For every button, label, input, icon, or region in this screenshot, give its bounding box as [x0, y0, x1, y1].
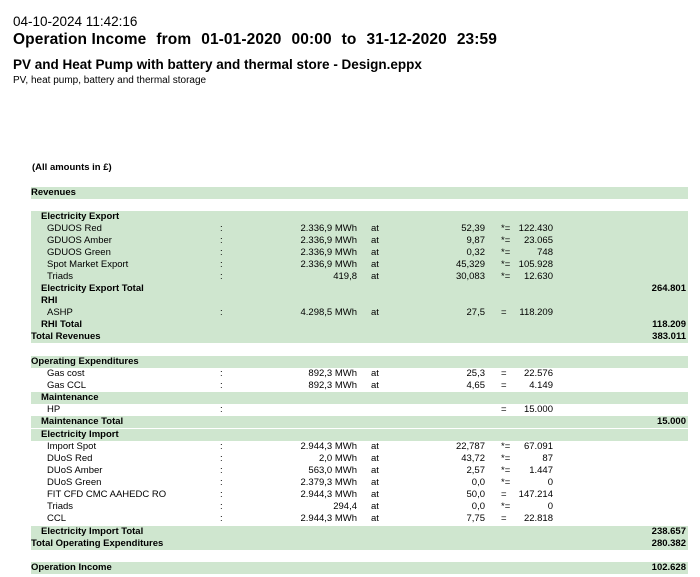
row-op: *=: [501, 501, 511, 512]
table-row: [31, 538, 688, 550]
row-rate: 22,787: [455, 441, 485, 452]
row-qty: 2.944,3 MWh: [300, 489, 357, 500]
row-at: at: [371, 465, 379, 476]
row-qty: 2.336,9 MWh: [300, 247, 357, 258]
row-amount: 67.091: [523, 441, 553, 452]
row-label: Total Operating Expenditures: [31, 538, 164, 549]
table-row: [31, 429, 688, 441]
row-colon: :: [220, 477, 223, 488]
row-colon: :: [220, 259, 223, 270]
row-at: at: [371, 235, 379, 246]
row-total: 102.628: [651, 562, 686, 573]
row-op: =: [501, 489, 507, 500]
row-op: *=: [501, 465, 511, 476]
row-op: *=: [501, 235, 511, 246]
row-amount: 87: [542, 453, 553, 464]
row-label: Revenues: [31, 187, 76, 198]
row-colon: :: [220, 453, 223, 464]
row-qty: 2.944,3 MWh: [300, 513, 357, 524]
row-colon: :: [220, 368, 223, 379]
row-op: *=: [501, 477, 511, 488]
table-row: [31, 513, 688, 525]
row-label: Gas cost: [47, 368, 85, 379]
row-label: Spot Market Export: [47, 259, 129, 270]
row-colon: :: [220, 235, 223, 246]
row-at: at: [371, 477, 379, 488]
row-label: GDUOS Green: [47, 247, 111, 258]
row-rate: 7,75: [466, 513, 485, 524]
row-at: at: [371, 453, 379, 464]
row-op: *=: [501, 259, 511, 270]
row-at: at: [371, 223, 379, 234]
title-part: to: [341, 31, 357, 48]
table-row: [31, 271, 688, 283]
row-total: 383.011: [652, 331, 686, 342]
row-amount: 147.214: [518, 489, 553, 500]
row-amount: 748: [537, 247, 553, 258]
report-title: [13, 31, 507, 49]
row-colon: :: [220, 489, 223, 500]
row-qty: 563,0 MWh: [308, 465, 357, 476]
row-at: at: [371, 247, 379, 258]
title-part: from: [156, 31, 192, 48]
table-row: [31, 477, 688, 489]
project-description: PV, heat pump, battery and thermal storage: [13, 75, 207, 86]
row-rate: 4,65: [466, 380, 485, 391]
row-rate: 52,39: [461, 223, 485, 234]
table-row: [31, 489, 688, 501]
row-amount: 122.430: [518, 223, 553, 234]
table-row: [31, 380, 688, 392]
row-amount: 0: [547, 501, 553, 512]
row-total: 15.000: [656, 416, 686, 427]
row-op: *=: [501, 271, 511, 282]
row-at: at: [371, 259, 379, 270]
report-timestamp: 04-10-2024 11:42:16: [13, 14, 138, 29]
row-amount: 4.149: [529, 380, 553, 391]
row-rate: 45,329: [455, 259, 485, 270]
row-qty: 2.379,3 MWh: [300, 477, 357, 488]
row-qty: 2.944,3 MWh: [300, 441, 357, 452]
row-colon: :: [220, 307, 223, 318]
table-row: [31, 562, 688, 574]
row-colon: :: [220, 513, 223, 524]
table-row: [31, 259, 688, 271]
currency-note: (All amounts in £): [32, 162, 112, 173]
row-colon: :: [220, 465, 223, 476]
row-label: Total Revenues: [31, 331, 101, 342]
title-part: Operation Income: [13, 31, 147, 48]
row-label: ASHP: [47, 307, 73, 318]
row-label: RHI Total: [41, 319, 82, 330]
table-row: [31, 501, 688, 513]
row-qty: 294,4: [333, 501, 357, 512]
row-label: Operation Income: [31, 562, 112, 573]
row-rate: 2,57: [466, 465, 485, 476]
row-qty: 4.298,5 MWh: [300, 307, 357, 318]
row-amount: 1.447: [529, 465, 553, 476]
table-row: [31, 319, 688, 331]
row-label: GDUOS Red: [47, 223, 102, 234]
row-label: Import Spot: [47, 441, 97, 452]
row-colon: :: [220, 380, 223, 391]
row-op: *=: [501, 247, 511, 258]
row-at: at: [371, 307, 379, 318]
row-label: Operating Expenditures: [31, 356, 139, 367]
row-amount: 23.065: [523, 235, 553, 246]
row-at: at: [371, 368, 379, 379]
row-total: 280.382: [651, 538, 686, 549]
table-row: [31, 307, 688, 319]
title-part: 23:59: [456, 31, 497, 48]
title-part: 01-01-2020: [201, 31, 282, 48]
row-at: at: [371, 513, 379, 524]
row-qty: 419,8: [333, 271, 357, 282]
row-op: =: [501, 404, 507, 415]
row-rate: 30,083: [455, 271, 485, 282]
row-label: Maintenance: [41, 392, 99, 403]
row-amount: 15.000: [523, 404, 553, 415]
title-part: 31-12-2020: [366, 31, 447, 48]
table-row: [31, 211, 688, 223]
row-label: Electricity Export: [41, 211, 120, 222]
row-label: Electricity Export Total: [41, 283, 144, 294]
row-qty: 2.336,9 MWh: [300, 223, 357, 234]
row-rate: 27,5: [466, 307, 485, 318]
table-row: [31, 368, 688, 380]
row-rate: 0,0: [471, 501, 485, 512]
row-total: 238.657: [651, 526, 686, 537]
row-colon: :: [220, 501, 223, 512]
row-op: =: [501, 380, 507, 391]
row-label: RHI: [41, 295, 58, 306]
row-total: 118.209: [652, 319, 686, 330]
row-label: Gas CCL: [47, 380, 87, 391]
row-at: at: [371, 501, 379, 512]
row-amount: 22.576: [523, 368, 553, 379]
table-row: [31, 392, 688, 404]
row-at: at: [371, 441, 379, 452]
row-amount: 12.630: [523, 271, 553, 282]
row-colon: :: [220, 223, 223, 234]
row-qty: 892,3 MWh: [308, 368, 357, 379]
table-row: [31, 465, 688, 477]
table-row: [31, 295, 688, 307]
row-qty: 2,0 MWh: [318, 453, 357, 464]
row-colon: :: [220, 271, 223, 282]
row-op: *=: [501, 453, 511, 464]
row-rate: 50,0: [466, 489, 485, 500]
table-row: [31, 453, 688, 465]
row-rate: 43,72: [461, 453, 485, 464]
row-op: =: [501, 307, 507, 318]
row-rate: 9,87: [466, 235, 485, 246]
row-label: CCL: [47, 513, 67, 524]
table-row: [31, 526, 688, 538]
row-rate: 25,3: [466, 368, 485, 379]
row-label: Maintenance Total: [41, 416, 124, 427]
row-qty: 892,3 MWh: [308, 380, 357, 391]
row-label: Electricity Import: [41, 429, 119, 440]
row-amount: 118.209: [519, 307, 553, 318]
title-part: 00:00: [291, 31, 332, 48]
table-row: [31, 404, 688, 416]
row-amount: 22.818: [523, 513, 553, 524]
row-op: *=: [501, 441, 511, 452]
row-at: at: [371, 271, 379, 282]
row-label: Triads: [47, 271, 74, 282]
project-filename: PV and Heat Pump with battery and thermal store - Design.eppx: [13, 57, 422, 72]
table-row: [31, 223, 688, 235]
row-qty: 2.336,9 MWh: [300, 259, 357, 270]
row-colon: :: [220, 247, 223, 258]
row-label: Electricity Import Total: [41, 526, 144, 537]
row-total: 264.801: [651, 283, 686, 294]
row-op: =: [501, 513, 507, 524]
row-op: =: [501, 368, 507, 379]
table-row: [31, 331, 688, 343]
row-label: DUoS Green: [47, 477, 102, 488]
row-amount: 0: [547, 477, 553, 488]
row-label: HP: [47, 404, 61, 415]
row-label: FIT CFD CMC AAHEDC RO: [47, 489, 167, 500]
table-row: [31, 441, 688, 453]
row-label: DUoS Amber: [47, 465, 103, 476]
row-at: at: [371, 489, 379, 500]
table-row: [31, 247, 688, 259]
table-row: [31, 235, 688, 247]
row-amount: 105.928: [518, 259, 553, 270]
row-op: *=: [501, 223, 511, 234]
row-at: at: [371, 380, 379, 391]
table-row: [31, 283, 688, 295]
row-label: GDUOS Amber: [47, 235, 112, 246]
row-colon: :: [220, 441, 223, 452]
row-rate: 0,0: [471, 477, 485, 488]
row-label: DUoS Red: [47, 453, 93, 464]
table-row: [31, 416, 688, 428]
row-colon: :: [220, 404, 223, 415]
row-rate: 0,32: [466, 247, 485, 258]
table-row: [31, 187, 688, 199]
row-qty: 2.336,9 MWh: [300, 235, 357, 246]
row-label: Triads: [47, 501, 74, 512]
table-row: [31, 356, 688, 368]
